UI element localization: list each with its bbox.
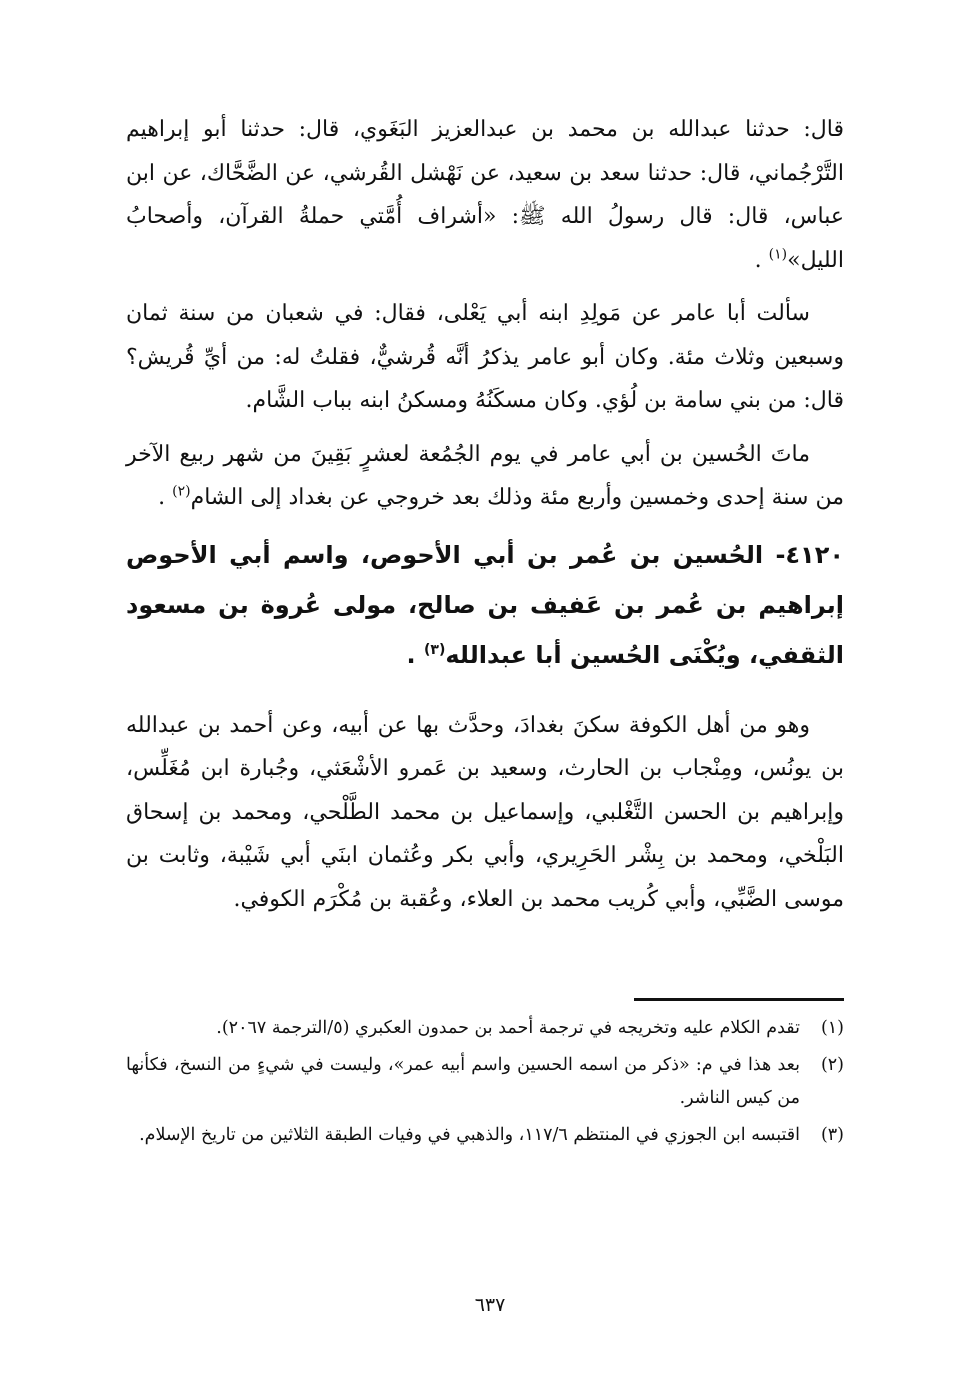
footnote-number: (٢) <box>820 1055 844 1075</box>
paragraph-death <box>126 433 844 520</box>
page-number: ٦٣٧ <box>474 1294 506 1316</box>
footnote-ref-2[interactable]: (٢) <box>172 483 191 500</box>
footnote-ref-3[interactable]: (٣) <box>424 641 446 658</box>
footnote-text: بعد هذا في م: «ذكر من اسمه الحسين واسم أبيه عمر»، وليست في شيءٍ من النسخ، فكأنها من كيس الناشر. <box>126 1055 800 1108</box>
paragraph-text: سألت أبا عامر عن مَولِدِ ابنه أبي يَعْلى، فقال: في شعبان من سنة ثمان وسبعين وثلاث مئة. وكان أبو عامر يذكرُ أنَّه قُرشيٌّ، فقلتُ له: من أيِّ قُريش؟ قال: من بني سامة بن لُؤي. وكان مسكَنُهُ ومسكنُ ابنه بباب الشَّام. <box>126 301 844 413</box>
footnotes <box>126 1012 844 1156</box>
footnote-number: (١) <box>820 1018 844 1038</box>
footnote-number: (٣) <box>820 1125 844 1145</box>
paragraph-text: قال: حدثنا عبدالله بن محمد بن عبدالعزيز البَغَوي، قال: حدثنا أبو إبراهيم التَّرْجُماني، قال: حدثنا سعد بن سعيد، عن نَهْشل القُرشي، عن الضَّحَّاك، عن ابن عباس، قال: قال رسولُ الله ﷺ: «أشراف أُمَّتي حملةُ القرآن، وأصحابُ الليل» <box>126 117 844 273</box>
paragraph-entry-body <box>126 704 844 922</box>
paragraph-text: وهو من أهل الكوفة سكنَ بغدادَ، وحدَّث بها عن أبيه، وعن أحمد بن عبدالله بن يونُس، ومِنْجاب بن الحارث، وسعيد بن عَمرو الأشْعَثي، وجُبارة ابن مُغَلِّس، وإبراهيم بن الحسن التَّغْلبي، وإسماعيل بن محمد الطَّلْحي، ومحمد بن إسحاق البَلْخي، ومحمد بن بِشْر الحَرِيري، وأبي بكر وعُثمان ابنَي أبي شَيْبة، وثابت بن موسى الضَّبِّي، وأبي كُريب محمد بن العلاء، وعُقبة بن مُكْرَم الكوفي. <box>126 712 844 912</box>
paragraph-end: . <box>754 247 769 273</box>
footnote-item <box>126 1049 844 1115</box>
footnote-text: اقتبسه ابن الجوزي في المنتظم ١١٧/٦، والذهبي في وفيات الطبقة الثلاثين من تاريخ الإسلام. <box>139 1125 800 1145</box>
page-body <box>126 108 844 921</box>
paragraph-hadith <box>126 108 844 282</box>
paragraph-birth <box>126 292 844 423</box>
footnote-text: تقدم الكلام عليه وتخريجه في ترجمة أحمد بن حمدون العكبري (٥/الترجمة ٢٠٦٧). <box>216 1018 800 1038</box>
entry-heading-text: ٤١٢٠- الحُسين بن عُمر بن أبي الأحوص، واسم أبي الأحوص إبراهيم بن عُمر بن عَفيف بن صالح، مولى عُروة بن مسعود الثقفي، ويُكْنَى الحُسين أبا عبدالله <box>126 540 844 669</box>
footnote-item <box>126 1012 844 1045</box>
paragraph-end: . <box>158 485 173 510</box>
footnote-ref-1[interactable]: (١) <box>768 246 788 263</box>
footnote-item <box>126 1119 844 1152</box>
entry-heading <box>126 530 844 680</box>
entry-heading-end: . <box>406 640 425 669</box>
paragraph-text: ماتَ الحُسين بن أبي عامر في يوم الجُمُعة لعشرٍ بَقِينَ من شهر ربيع الآخر من سنة إحدى وخمسين وأربع مئة وذلك بعد خروجي عن بغداد إلى الشام <box>126 441 844 510</box>
footnote-divider <box>634 998 844 1001</box>
